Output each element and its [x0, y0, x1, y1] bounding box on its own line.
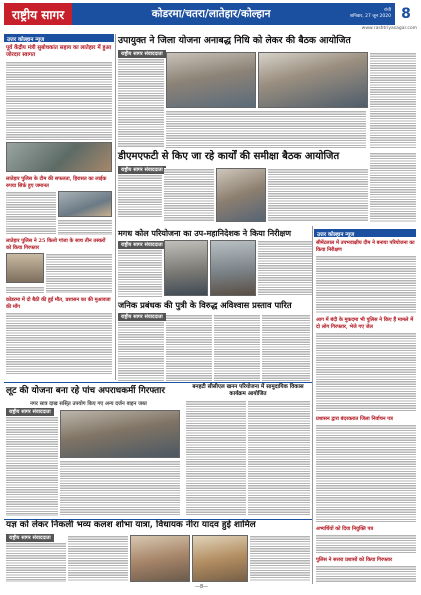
s5-byline: राष्ट्रीय सागर संवाददाता — [6, 408, 54, 416]
right3-headline: प्रशासन द्वारा बंदरकरात जिला निर्वाचन पत्र — [316, 416, 393, 422]
masthead-city: रांची — [383, 8, 391, 13]
s6-body-col2 — [248, 400, 310, 516]
s7-photo-procession — [130, 535, 190, 582]
s4-body-col2 — [166, 314, 212, 382]
right4-body-text — [316, 534, 416, 554]
left2-headline: लातेहार पुलिस के टीम की सफलता, हिरासत का लाईक रुपया सिर्फ़ हुए जमानत — [6, 176, 107, 189]
masthead-meta — [350, 8, 395, 20]
s6-body-col1 — [186, 400, 246, 516]
page-folio: —8— — [195, 584, 209, 590]
masthead-date: शनिवार, 27 जून 2020 — [350, 14, 391, 19]
s7-body-col2 — [68, 535, 128, 582]
column-separator — [312, 226, 313, 584]
s1-photo-meeting — [166, 52, 256, 108]
s1-body-col1 — [118, 58, 164, 148]
s2-body-col1 — [118, 174, 162, 218]
right2-body-text — [316, 332, 416, 412]
right5-body-text — [316, 565, 416, 583]
s3-photo-2 — [210, 240, 256, 296]
right2-headline: आग में बंदी के मुकदमा भी पुलिस ने किए हैं मामले में दो लोग गिरफ्तार, भेजे गए जेल — [316, 317, 414, 330]
s5-subhead: नगर सात्र दाख ससि्त उपयोग किए गए अन्य दर्जन वाहन जब्त — [30, 401, 147, 407]
s4-body-col1 — [118, 321, 164, 381]
s3-headline: मगध कोल परियोजना का उप-महानिदेशक ने किया निरीक्षण — [118, 228, 292, 238]
website-line: www.rashtriyasagar.com — [361, 26, 417, 31]
s1-body-col-right — [370, 52, 416, 148]
s5-body-cols — [60, 460, 180, 516]
s7-body-col1 — [6, 542, 66, 582]
s7-byline: राष्ट्रीय सागर संवाददाता — [6, 534, 54, 542]
s3-byline: राष्ट्रीय सागर संवाददाता — [118, 241, 166, 249]
left3-body-text-2 — [6, 286, 44, 293]
s7-photo-mla — [192, 535, 248, 582]
s4-body-col4 — [262, 314, 310, 382]
right1-headline: सीमेंटलाल में उपभवाक्षीय दीम ने बनाया परियोजना का किया निरीक्षण — [316, 240, 415, 253]
page-number: 8 — [395, 3, 417, 25]
s5-headline: लूट की योजना बना रहे पांच अपराधकर्मी गिरफ्तार — [6, 386, 166, 396]
s5-photo-arrested — [60, 410, 180, 458]
right3-body-text — [316, 424, 416, 522]
left3-body-text — [46, 253, 112, 293]
s7-body-col3 — [250, 535, 310, 582]
left-section-label: उत्तर कोल्हान न्यूज — [4, 34, 114, 42]
left4-headline: कोडरमा में दो बैठी की हुई मौत, प्रशासन का की मुआवजा की माँग — [6, 297, 111, 310]
s2-body-col2 — [164, 168, 214, 222]
s2-body-cols — [268, 168, 368, 222]
newspaper-brand: राष्ट्रीय सागर — [4, 3, 72, 25]
s1-body-cols — [166, 110, 366, 148]
s7-headline: यज्ञ को लेकर निकली भव्य कलश शोभा यात्रा, विधायक नीरा यादव हुई शामिल — [6, 520, 256, 530]
s3-body-col2 — [258, 240, 312, 296]
horizontal-rule — [4, 519, 312, 520]
masthead — [4, 3, 417, 25]
left2-body-text-2 — [58, 219, 112, 235]
right1-body-text — [316, 255, 416, 313]
left4-body-text — [6, 312, 112, 374]
left1-body-text — [6, 61, 112, 141]
s4-body-col3 — [214, 314, 260, 382]
s2-body-right — [370, 152, 416, 222]
right5-headline: पुलिस ने सत्तरा प्रशासों को किया गिरफ्तार — [316, 557, 393, 563]
s5-body-col1 — [6, 416, 58, 516]
s3-photo-1 — [164, 240, 208, 296]
s3-body-col1 — [118, 249, 162, 297]
s4-headline: जनिक प्रबंधक की पुत्री के विरुद्ध अविश्वास प्रस्ताव पारित — [118, 300, 292, 310]
s2-headline: डीएमएफटी से किए जा रहे कार्यों की समीक्षा बैठक आयोजित — [118, 151, 340, 162]
section-title: कोडरमा/चतरा/लातेहार/कोल्हान — [151, 8, 271, 20]
s4-byline: राष्ट्रीय सागर संवाददाता — [118, 313, 166, 321]
s1-byline: राष्ट्रीय सागर संवाददाता — [118, 50, 166, 58]
s2-byline: राष्ट्रीय सागर संवाददाता — [118, 166, 166, 174]
left3-headline: लातेहार पुलिस ने 25 किलो गांजा के साथ तीन तस्करों को किया गिरफ्तार — [6, 238, 106, 251]
s2-photo — [216, 168, 266, 222]
left2-body-text — [6, 191, 56, 235]
s1-headline: उपायुक्त ने जिला योजना अनाबद्ध निधि को लेकर की बैठक आयोजित — [118, 35, 351, 46]
left1-headline: पूर्व केंद्रीय मंत्री सुबोधकांत सहाय का लातेहार में हुआ जोरदार स्वागत — [6, 45, 112, 58]
s1-photo-officials — [258, 52, 368, 108]
right-section-label: उत्तर कोल्हान न्यूज — [314, 229, 416, 237]
s6-headline: बनहटी सीसीएल खनन परियोजना में सामुदायिक विकास कार्यक्रम आयोजित — [192, 384, 304, 397]
left2-photo — [58, 191, 112, 217]
column-separator — [115, 34, 116, 380]
left1-photo — [6, 142, 112, 172]
right4-headline: अभ्यर्थियों को दिया नियुक्ति पत्र — [316, 526, 374, 532]
horizontal-rule — [4, 382, 312, 383]
left3-photo — [6, 253, 44, 283]
